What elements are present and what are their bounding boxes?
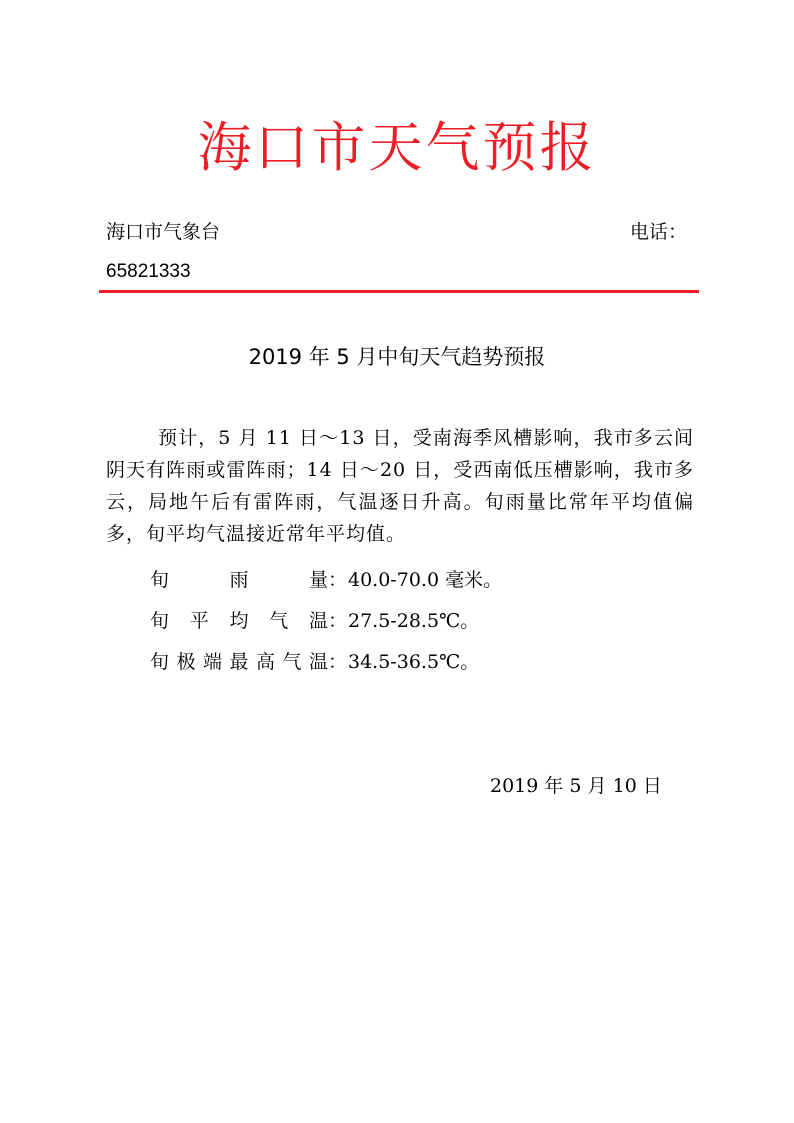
metric-value: 40.0-70.0 毫米。 xyxy=(348,569,503,591)
document-title: 2019 年 5 月中旬天气趋势预报 xyxy=(248,345,546,369)
metric-row-rainfall xyxy=(150,565,502,595)
header-divider xyxy=(99,290,699,293)
metric-label: 旬极端最高气温 xyxy=(150,651,328,673)
issue-date: 2019 年 5 月 10 日 xyxy=(490,775,662,797)
metric-label: 旬雨量 xyxy=(150,569,328,591)
forecast-paragraph: 预计，5 月 11 日～13 日，受南海季风槽影响，我市多云间阴天有阵雨或雷阵雨；14 日～20 日，受西南低压槽影响，我市多云，局地午后有雷阵雨，气温逐日升高。旬雨量比常年平均值偏多，旬平均气温接近常年平均值。 xyxy=(106,427,694,545)
phone-label: 电话： xyxy=(630,221,688,243)
metric-colon: ： xyxy=(328,610,348,632)
metric-row-avg-temp xyxy=(150,606,479,636)
masthead-title: 海口市天气预报 xyxy=(197,116,597,179)
metric-value: 27.5-28.5℃。 xyxy=(348,610,480,632)
issuer-name: 海口市气象台 xyxy=(106,221,221,243)
metric-colon: ： xyxy=(328,651,348,673)
metric-label: 旬平均气温 xyxy=(150,610,328,632)
metric-value: 34.5-36.5℃。 xyxy=(348,651,480,673)
metric-colon: ： xyxy=(328,569,348,591)
phone-number: 65821333 xyxy=(106,261,191,282)
metric-row-max-temp xyxy=(150,647,479,677)
